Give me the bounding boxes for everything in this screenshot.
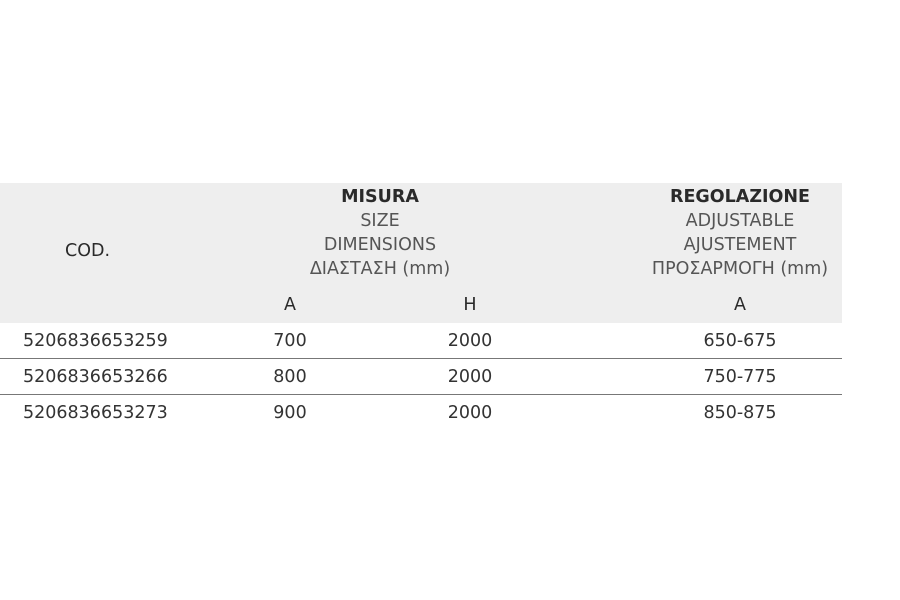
- width-a-cell: 900: [273, 403, 307, 423]
- code-column-header: COD.: [64, 241, 111, 261]
- size-header-italian: MISURA: [341, 187, 419, 207]
- adjust-header-french: AJUSTEMENT: [683, 235, 797, 255]
- table-row: [0, 358, 842, 394]
- adjust-column-header: [620, 185, 860, 281]
- height-h-cell: 2000: [447, 331, 493, 351]
- width-a-cell: 800: [273, 367, 307, 387]
- spec-table: [0, 183, 842, 430]
- size-header-greek: ΔΙΑΣΤΑΣΗ (mm): [309, 259, 451, 279]
- table-header: [0, 183, 842, 323]
- width-a-cell: 700: [273, 331, 307, 351]
- size-header-english: SIZE: [360, 211, 400, 231]
- adjust-header-italian: REGOLAZIONE: [669, 187, 811, 207]
- size-column-header: [280, 185, 480, 281]
- adjust-a-subheader: A: [734, 295, 746, 315]
- adjustment-cell: 650-675: [703, 331, 777, 351]
- adjustment-cell: 750-775: [703, 367, 777, 387]
- product-code-cell: 5206836653259: [23, 331, 168, 351]
- size-h-subheader: H: [463, 295, 477, 315]
- product-code-cell: 5206836653273: [23, 403, 168, 423]
- size-a-subheader: A: [284, 295, 296, 315]
- height-h-cell: 2000: [447, 403, 493, 423]
- adjustment-cell: 850-875: [703, 403, 777, 423]
- adjust-header-english: ADJUSTABLE: [685, 211, 795, 231]
- table-row: [0, 394, 842, 430]
- adjust-header-greek: ΠΡΟΣΑΡΜΟΓΗ (mm): [651, 259, 829, 279]
- table-row: [0, 323, 842, 358]
- size-header-french: DIMENSIONS: [323, 235, 437, 255]
- height-h-cell: 2000: [447, 367, 493, 387]
- product-code-cell: 5206836653266: [23, 367, 168, 387]
